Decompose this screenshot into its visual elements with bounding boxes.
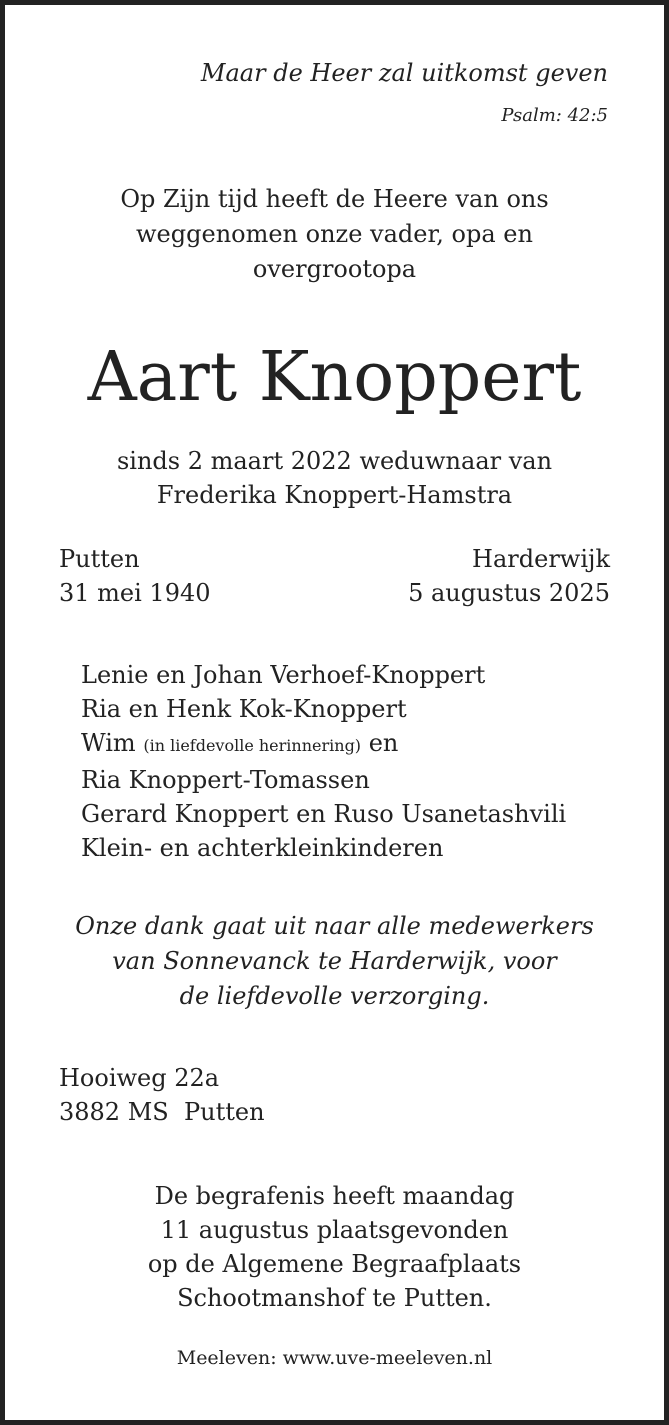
funeral-line: op de Algemene Begraafplaats <box>147 1250 522 1278</box>
family-member: Lenie en Johan Verhoef-Knoppert <box>81 661 486 689</box>
correspondence-address <box>59 1061 265 1129</box>
thanks-line: de liefdevolle verzorging. <box>179 982 490 1010</box>
death-date: 5 augustus 2025 <box>408 579 610 607</box>
address-postal-city: 3882 MS Putten <box>59 1098 265 1126</box>
thanks-text <box>5 909 664 1014</box>
condolence-link: Meeleven: www.uve-meeleven.nl <box>176 1347 493 1369</box>
family-list <box>81 658 566 865</box>
death-place: Harderwijk <box>472 545 610 573</box>
address-street: Hooiweg 22a <box>59 1064 220 1092</box>
funeral-line: De begrafenis heeft maandag <box>154 1182 515 1210</box>
bible-reference: Psalm: 42:5 <box>501 105 608 126</box>
death-info <box>408 542 610 610</box>
deceased-name: Aart Knoppert <box>87 338 582 417</box>
wim-note: (in liefdevolle herinnering) <box>143 736 362 755</box>
wim-name: Wim <box>81 729 136 757</box>
bible-quote: Maar de Heer zal uitkomst geven <box>200 59 608 87</box>
birth-info <box>59 542 211 610</box>
widower-text <box>5 444 664 512</box>
funeral-line: 11 augustus plaatsgevonden <box>160 1216 509 1244</box>
family-member-wim <box>81 726 566 763</box>
family-member: Gerard Knoppert en Ruso Usanetashvili <box>81 800 567 828</box>
widower-line: Frederika Knoppert-Hamstra <box>156 481 513 509</box>
funeral-info <box>5 1179 664 1315</box>
wim-suffix: en <box>368 729 399 757</box>
family-member: Klein- en achterkleinkinderen <box>81 834 444 862</box>
family-member: Ria Knoppert-Tomassen <box>81 766 370 794</box>
intro-line: weggenomen onze vader, opa en <box>136 220 533 248</box>
intro-line: overgrootopa <box>252 255 417 283</box>
widower-line: sinds 2 maart 2022 weduwnaar van <box>116 447 553 475</box>
funeral-line: Schootmanshof te Putten. <box>177 1284 492 1312</box>
family-member: Ria en Henk Kok-Knoppert <box>81 695 407 723</box>
thanks-line: Onze dank gaat uit naar alle medewerkers <box>75 912 594 940</box>
birth-place: Putten <box>59 545 140 573</box>
thanks-line: van Sonnevanck te Harderwijk, voor <box>112 947 557 975</box>
intro-text <box>5 182 664 287</box>
intro-line: Op Zijn tijd heeft de Heere van ons <box>120 185 549 213</box>
birth-date: 31 mei 1940 <box>59 579 211 607</box>
